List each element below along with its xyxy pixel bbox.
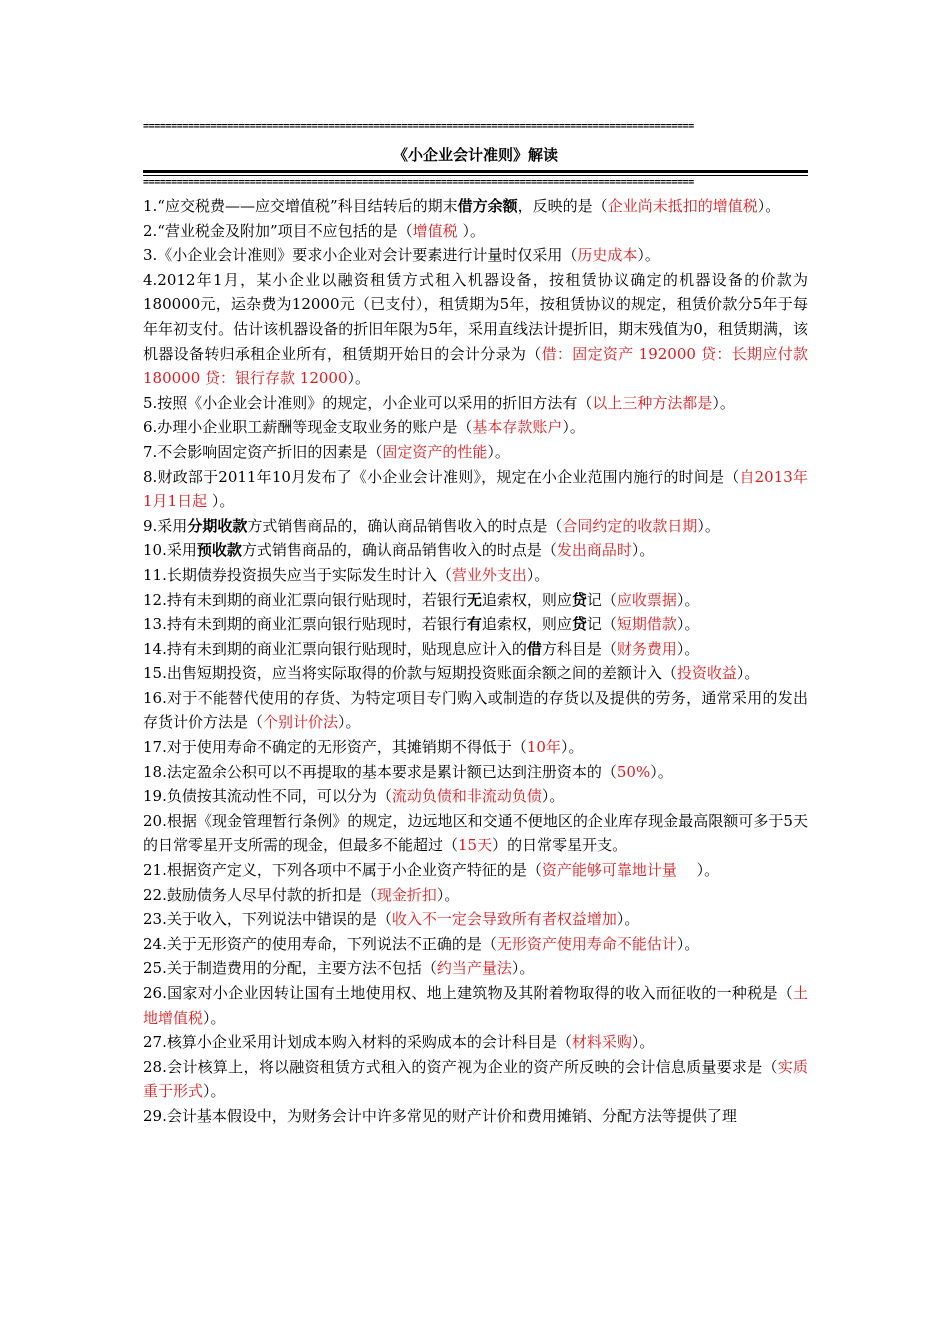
question-text: 6.办理小企业职工薪酬等现金支取业务的账户是（ [143,418,473,437]
answer-text: 材料采购 [571,1033,632,1052]
question-item [143,1030,808,1055]
answer-text: 财务费用 [616,639,677,658]
question-item [143,858,808,883]
answer-text: 流动负债和非流动负债 [391,787,542,806]
answer-text: 企业尚未抵扣的增值税 [607,197,758,215]
question-text: 29.会计基本假设中，为财务会计中许多常见的财产计价和费用摊销、分配方法等提供了理 [143,1106,737,1125]
question-item [143,809,808,858]
question-item [143,563,808,588]
answer-text: 15天 [458,836,493,855]
question-text: 追索权，则应 [481,615,572,634]
question-item [143,784,808,809]
question-list [143,194,808,1129]
question-text: ）。 [487,442,510,461]
title-rule-thick [143,170,808,173]
question-item [143,194,808,219]
question-text: ）。 [436,885,460,904]
question-text: ）。 [203,1082,226,1101]
question-text: 25.关于制造费用的分配，主要方法不包括（ [143,959,437,978]
question-text: ）。 [697,516,720,535]
question-text: ）。 [676,590,700,609]
question-text: 追索权，则应 [481,590,572,609]
question-text: 19.负债按其流动性不同，可以分为（ [143,787,392,806]
emphasis-text: 借方余额 [457,197,518,215]
answer-text: 借：固定资产 192000 贷：长期应付款 180000 贷：银行存款 12000 [143,344,808,388]
emphasis-text: 无 [466,590,482,609]
question-text: ）。 [650,762,673,781]
question-text: 14.持有未到期的商业汇票向银行贴现时，贴现息应计入的 [143,639,527,658]
question-item [143,956,808,981]
question-text: ）。 [676,934,700,953]
question-text: ）。 [457,221,485,240]
question-item [143,588,808,613]
answer-text: 固定资产的性能 [382,442,488,461]
question-text: 8.财政部于2011年10月发布了《小企业会计准则》，规定在小企业范围内施行的时间是（ [143,467,740,486]
question-text: ）。 [712,393,735,412]
question-item [143,637,808,662]
answer-text: 营业外支出 [451,565,527,584]
question-text: ）。 [207,492,235,511]
question-text: 27.核算小企业采用计划成本购入材料的采购成本的会计科目是（ [143,1033,572,1052]
question-item [143,735,808,760]
answer-text: 应收票据 [616,590,677,609]
question-text: ）。 [347,369,371,388]
answer-text: 增值税 [412,221,458,240]
question-text: 5.按照《小企业会计准则》的规定，小企业可以采用的折旧方法有（ [143,393,593,412]
question-text: ）。 [757,197,781,215]
question-text: 20.根据《现金管理暂行条例》的规定，边远地区和交通不便地区的企业库存现金最高限额可多于5天的日常零星开支所需的现金，但最多不能超过（ [143,811,808,855]
question-text: 21.根据资产定义，下列各项中不属于小企业资产特征的是（ [143,861,542,880]
question-text: ）。 [338,713,361,732]
question-item [143,907,808,932]
emphasis-text: 贷 [571,615,587,634]
question-text: ）。 [637,246,660,265]
question-text: ）。 [676,639,700,658]
question-item [143,760,808,785]
question-text: 方科目是（ [541,639,617,658]
question-item [143,219,808,244]
question-text: ）。 [560,738,584,757]
emphasis-text: 借 [526,639,542,658]
question-item [143,883,808,908]
answer-text: 短期借款 [616,615,677,634]
question-item [143,612,808,637]
question-text: 22.鼓励债务人尽早付款的折扣是（ [143,885,377,904]
question-text: 15.出售短期投资，应当将实际取得的价款与短期投资账面余额之间的差额计入（ [143,664,677,683]
question-text: 方式销售商品的，确认商品销售收入的时点是（ [247,516,563,535]
question-text: 13.持有未到期的商业汇票向银行贴现时，若银行 [143,615,467,634]
question-item [143,538,808,563]
bottom-separator: ================================================================================================== [143,177,694,188]
question-text: 9.采用 [143,516,188,535]
answer-text: 资产能够可靠地计量 [541,861,677,880]
question-item [143,1055,808,1104]
question-item [143,661,808,686]
question-text: ）。 [203,1008,226,1027]
top-separator: ================================================================================================== [143,121,694,132]
question-text: 17.对于使用寿命不确定的无形资产，其摊销期不得低于（ [143,738,527,757]
question-text: ）。 [562,418,585,437]
question-item [143,391,808,416]
question-text: ）。 [631,541,655,560]
answer-text: 投资收益 [676,664,737,683]
answer-text: 现金折扣 [376,885,437,904]
answer-text: 历史成本 [577,246,638,265]
emphasis-text: 预收款 [196,541,242,560]
question-item [143,514,808,539]
question-text: ）。 [511,959,535,978]
document-page [143,120,808,1129]
question-item [143,415,808,440]
question-text: 23.关于收入，下列说法中错误的是（ [143,910,392,929]
question-text: 10.采用 [143,541,197,560]
question-text: ）。 [631,1033,655,1052]
question-text: 24.关于无形资产的使用寿命，下列说法不正确的是（ [143,934,497,953]
answer-text: 个别计价法 [263,713,339,732]
document-title: 《小企业会计准则》解读 [392,146,558,164]
answer-text: 10年 [526,738,561,757]
emphasis-text: 分期收款 [187,516,248,535]
question-item [143,932,808,957]
question-text: 4.2012年1月，某小企业以融资租赁方式租入机器设备，按租赁协议确定的机器设备的价款为180000元，运杂费为12000元（已支付），租赁期为5年，按租赁协议的规定，租赁价款分5年于每年年初支付。估计该机器设备的折旧年限为5年，采用直线法计提折旧，期末残值为0，租赁期满，该机器设备转归承租企业所有，租赁期开始日的会计分录为（ [143,270,808,363]
answer-text: 50% [616,762,651,781]
question-text: 记（ [586,615,617,634]
question-text: ）的日常零星开支。 [492,836,628,855]
question-text: 记（ [586,590,617,609]
question-text: ）。 [541,787,565,806]
question-text: ，反映的是（ [517,197,608,215]
question-text: 26.国家对小企业因转让国有土地使用权、地上建筑物及其附着物取得的收入而征收的一种税是（ [143,984,793,1002]
answer-text: 以上三种方法都是 [592,393,713,412]
question-item [143,243,808,268]
answer-text: 收入不一定会导致所有者权益增加 [391,910,617,929]
answer-text: 合同约定的收款日期 [562,516,698,535]
question-item [143,686,808,735]
question-text: 11.长期债券投资损失应当于实际发生时计入（ [143,565,452,584]
question-item [143,440,808,465]
answer-text: 实质重于形式 [143,1057,808,1101]
answer-text: 无形资产使用寿命不能估计 [496,934,677,953]
answer-text: 土地增值税 [143,984,808,1027]
answer-text: 基本存款账户 [472,418,563,437]
answer-text: 自2013年1月1日起 [143,467,808,511]
question-text: ）。 [736,664,760,683]
question-text: 3.《小企业会计准则》要求小企业对会计要素进行计量时仅采用（ [143,246,578,265]
question-text: 28.会计核算上，将以融资租赁方式租入的资产视为企业的资产所反映的会计信息质量要求是（ [143,1057,778,1076]
emphasis-text: 贷 [571,590,587,609]
question-item [143,268,808,391]
question-item [143,1104,808,1129]
question-text: ）。 [616,910,640,929]
question-text: 12.持有未到期的商业汇票向银行贴现时，若银行 [143,590,467,609]
answer-text: 发出商品时 [556,541,632,560]
question-text: ）。 [676,615,700,634]
emphasis-text: 有 [466,615,482,634]
question-text: 16.对于不能替代使用的存货、为特定项目专门购入或制造的存货以及提供的劳务，通常采用的发出存货计价方法是（ [143,688,808,732]
answer-text: 约当产量法 [436,959,512,978]
question-text: 2.“营业税金及附加”项目不应包括的是（ [143,221,413,240]
question-text: 1.“应交税费——应交增值税”科目结转后的期末 [143,197,458,215]
question-item [143,981,808,1030]
question-text: 方式销售商品的，确认商品销售收入的时点是（ [241,541,557,560]
question-text: 18.法定盈余公积可以不再提取的基本要求是累计额已达到注册资本的（ [143,762,617,781]
question-item [143,465,808,514]
question-text: ）。 [676,861,720,880]
question-text: ）。 [526,565,550,584]
question-text: 7.不会影响固定资产折旧的因素是（ [143,442,383,461]
